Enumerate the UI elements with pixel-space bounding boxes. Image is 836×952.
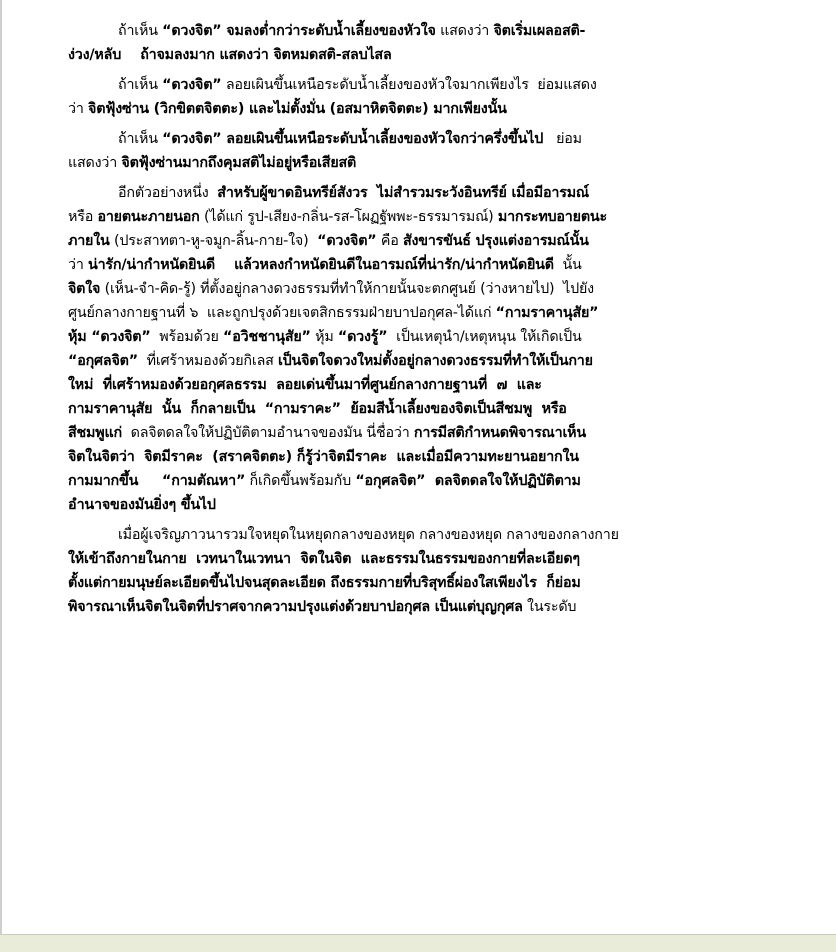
text: ว่า (68, 101, 89, 117)
bold-text: หุ้ม (68, 329, 92, 345)
text-line (68, 205, 746, 229)
bold-text: ใหม่ ที่เศร้าหมองด้วยอกุศลธรรม ลอยเด่นขึ้นมาที่ศูนย์กลางกายฐานที่ ๗ และ (68, 377, 542, 393)
text-line (68, 253, 746, 277)
bold-text: ถ้าจมลงมาก แสดงว่า จิตหมดสติ-สลบไสล (121, 47, 392, 63)
bold-text: “อกุศลจิต” (68, 353, 138, 369)
text-line (68, 547, 746, 571)
text: พร้อมด้วย (150, 329, 224, 345)
text-line (68, 349, 746, 373)
text-line (68, 325, 746, 349)
text-line (68, 595, 746, 619)
bold-text: จมลงต่ำกว่าระดับน้ำเลี้ยงของหัวใจ (221, 23, 436, 39)
text: ในระดับ (522, 599, 577, 615)
text: แสดงว่า (435, 23, 494, 39)
text: ศูนย์กลางกายฐานที่ ๖ และถูกปรุงด้วยเจตสิกธรรมฝ่ายบาปอกุศล-ได้แก่ (68, 305, 496, 321)
bold-text: สีชมพูแก่ (68, 425, 122, 441)
bold-text: “กามตัณหา” (138, 473, 246, 489)
text: ย่อม (543, 131, 582, 147)
bold-text: “อวิชชานุสัย” (223, 329, 311, 345)
paragraph (68, 19, 746, 67)
text: ถ้าเห็น (118, 77, 163, 93)
text-line (68, 97, 746, 121)
text-line (68, 571, 746, 595)
bold-text: “กามราคานุสัย” (495, 305, 599, 321)
text: ลอยเผินขึ้นเหนือระดับน้ำเลี้ยงของหัวใจมากเพียงไร (221, 77, 529, 93)
document-body (68, 19, 746, 625)
text: ก็เกิดขึ้นพร้อมกับ (245, 473, 356, 489)
text: แสดงว่า (68, 155, 122, 171)
bold-text: ก็รู้ว่าจิตมีราคะ และเมื่อมีความทะยานอยากใน (291, 449, 579, 465)
bold-text: จิตฟุ้งซ่านมากถึงคุมสติไม่อยู่หรือเสียสติ (121, 155, 357, 171)
paragraph (68, 127, 746, 175)
text-line (68, 151, 746, 175)
paragraph (68, 523, 746, 619)
text-line (68, 229, 746, 253)
bold-text: ดลจิตดลใจให้ปฏิบัติตาม (425, 473, 581, 489)
text: เป็นเหตุนำ/เหตุหนุน ให้เกิดเป็น (387, 329, 582, 345)
text: ดลจิตดลใจให้ปฏิบัติตามอำนาจของมัน นี่ชื่อว่า (121, 425, 414, 441)
text-line (68, 181, 746, 205)
text: ถ้าเห็น (118, 131, 163, 147)
text-line (68, 73, 746, 97)
bold-text: ง่วง/หลับ (68, 47, 122, 63)
bold-text: ให้เข้าถึงกายในกาย เวทนาในเวทนา จิตในจิต และธรรมในธรรมของกายที่ละเอียดๆ (68, 551, 580, 567)
text-line (68, 277, 746, 301)
bold-text: “ดวงจิต” (91, 329, 151, 345)
bold-text: จิตเริ่มเผลอสติ- (493, 23, 586, 39)
text: นั้น (553, 257, 582, 273)
bold-text: อำนาจของมันยิ่งๆ ขึ้นไป (68, 497, 216, 513)
text: (ประสาทตา-หู-จมูก-ลิ้น-กาย-ใจ) (109, 233, 318, 249)
bold-text: กามราคานุสัย นั้น ก็กลายเป็น “กามราคะ” ย้อมสีน้ำเลี้ยงของจิตเป็นสีชมพู หรือ (68, 401, 567, 417)
bold-text: สังขารขันธ์ ปรุงแต่งอารมณ์นั้น (402, 233, 589, 249)
text-line (68, 523, 746, 547)
bold-text: “ดวงรู้” (337, 329, 388, 345)
bold-text: ตั้งแต่กายมนุษย์ละเอียดขึ้นไปจนสุดละเอียด ถึงธรรมกายที่บริสุทธิ์ผ่องใสเพียงไร (68, 575, 537, 591)
paragraph (68, 181, 746, 517)
bold-text: “ดวงจิต” (162, 23, 222, 39)
text: หุ้ม (310, 329, 338, 345)
bold-text: “อกุศลจิต” (355, 473, 426, 489)
text: ว่า (68, 257, 89, 273)
text: คือ (376, 233, 403, 249)
text: ที่เศร้าหมองด้วยกิเลส (137, 353, 278, 369)
paragraph (68, 73, 746, 121)
text: (เห็น-จำ-คิด-รู้) ที่ตั้งอยู่กลางดวงธรรมที่ทำให้กายนั้นจะตกศูนย์ (ว่างหายไป) ไปยัง (100, 281, 594, 297)
bold-text: ลอยเผินขึ้นเหนือระดับน้ำเลี้ยงของหัวใจกว่าครึ่งขึ้นไป (221, 131, 544, 147)
bold-text: จิตฟุ้งซ่าน (วิกขิตตจิตตะ) และไม่ตั้งมั่น (อสมาหิตจิตตะ) มากเพียงนั้น (88, 101, 507, 117)
bold-text: อายตนะภายนอก (97, 209, 200, 225)
text-line (68, 19, 746, 43)
bold-text: จิตในจิตว่า จิตมีราคะ (สราคจิตตะ) (68, 449, 292, 465)
text-line (68, 43, 746, 67)
bold-text: จิตใจ (68, 281, 101, 297)
text: หรือ (68, 209, 98, 225)
bold-text: น่ารัก/น่ากำหนัดยินดี แล้วหลงกำหนัดยินดีในอารมณ์ที่น่ารัก/น่ากำหนัดยินดี (88, 257, 554, 273)
text: เมื่อผู้เจริญภาวนารวมใจหยุดในหยุดกลางของหยุด กลางของหยุด กลางของกลางกาย (118, 527, 619, 543)
bold-text: พิจารณาเห็นจิตในจิตที่ปราศจากความปรุงแต่งด้วยบาปอกุศล เป็นแต่บุญกุศล (68, 599, 523, 615)
text-line (68, 493, 746, 517)
bold-text: ภายใน (68, 233, 110, 249)
text: ถ้าเห็น (118, 23, 163, 39)
bold-text: สำหรับผู้ขาดอินทรีย์สังวร ไม่สำรวมระวังอินทรีย์ เมื่อมีอารมณ์ (217, 185, 589, 201)
text: อีกตัวอย่างหนึ่ง (118, 185, 218, 201)
bold-text: “ดวงจิต” (317, 233, 377, 249)
text-line (68, 373, 746, 397)
bold-text: กามมากขึ้น (68, 473, 139, 489)
bold-text: “ดวงจิต” (162, 77, 222, 93)
text-line (68, 421, 746, 445)
bold-text: เป็นจิตใจดวงใหม่ตั้งอยู่กลางดวงธรรมที่ทำให้เป็นกาย (278, 353, 593, 369)
bold-text: มากระทบอายตนะ (497, 209, 607, 225)
text-line (68, 397, 746, 421)
text-line (68, 445, 746, 469)
bold-text: การมีสติกำหนดพิจารณาเห็น (413, 425, 586, 441)
page-edge (0, 0, 2, 935)
bold-text: “ดวงจิต” (162, 131, 222, 147)
text-line (68, 301, 746, 325)
text: (ได้แก่ รูป-เสียง-กลิ่น-รส-โผฏฐัพพะ-ธรรมารมณ์) (199, 209, 498, 225)
text: ย่อมแสดง (528, 77, 597, 93)
bold-text: ก็ย่อม (536, 575, 581, 591)
bottom-strip (0, 934, 836, 952)
text-line (68, 469, 746, 493)
text-line (68, 127, 746, 151)
